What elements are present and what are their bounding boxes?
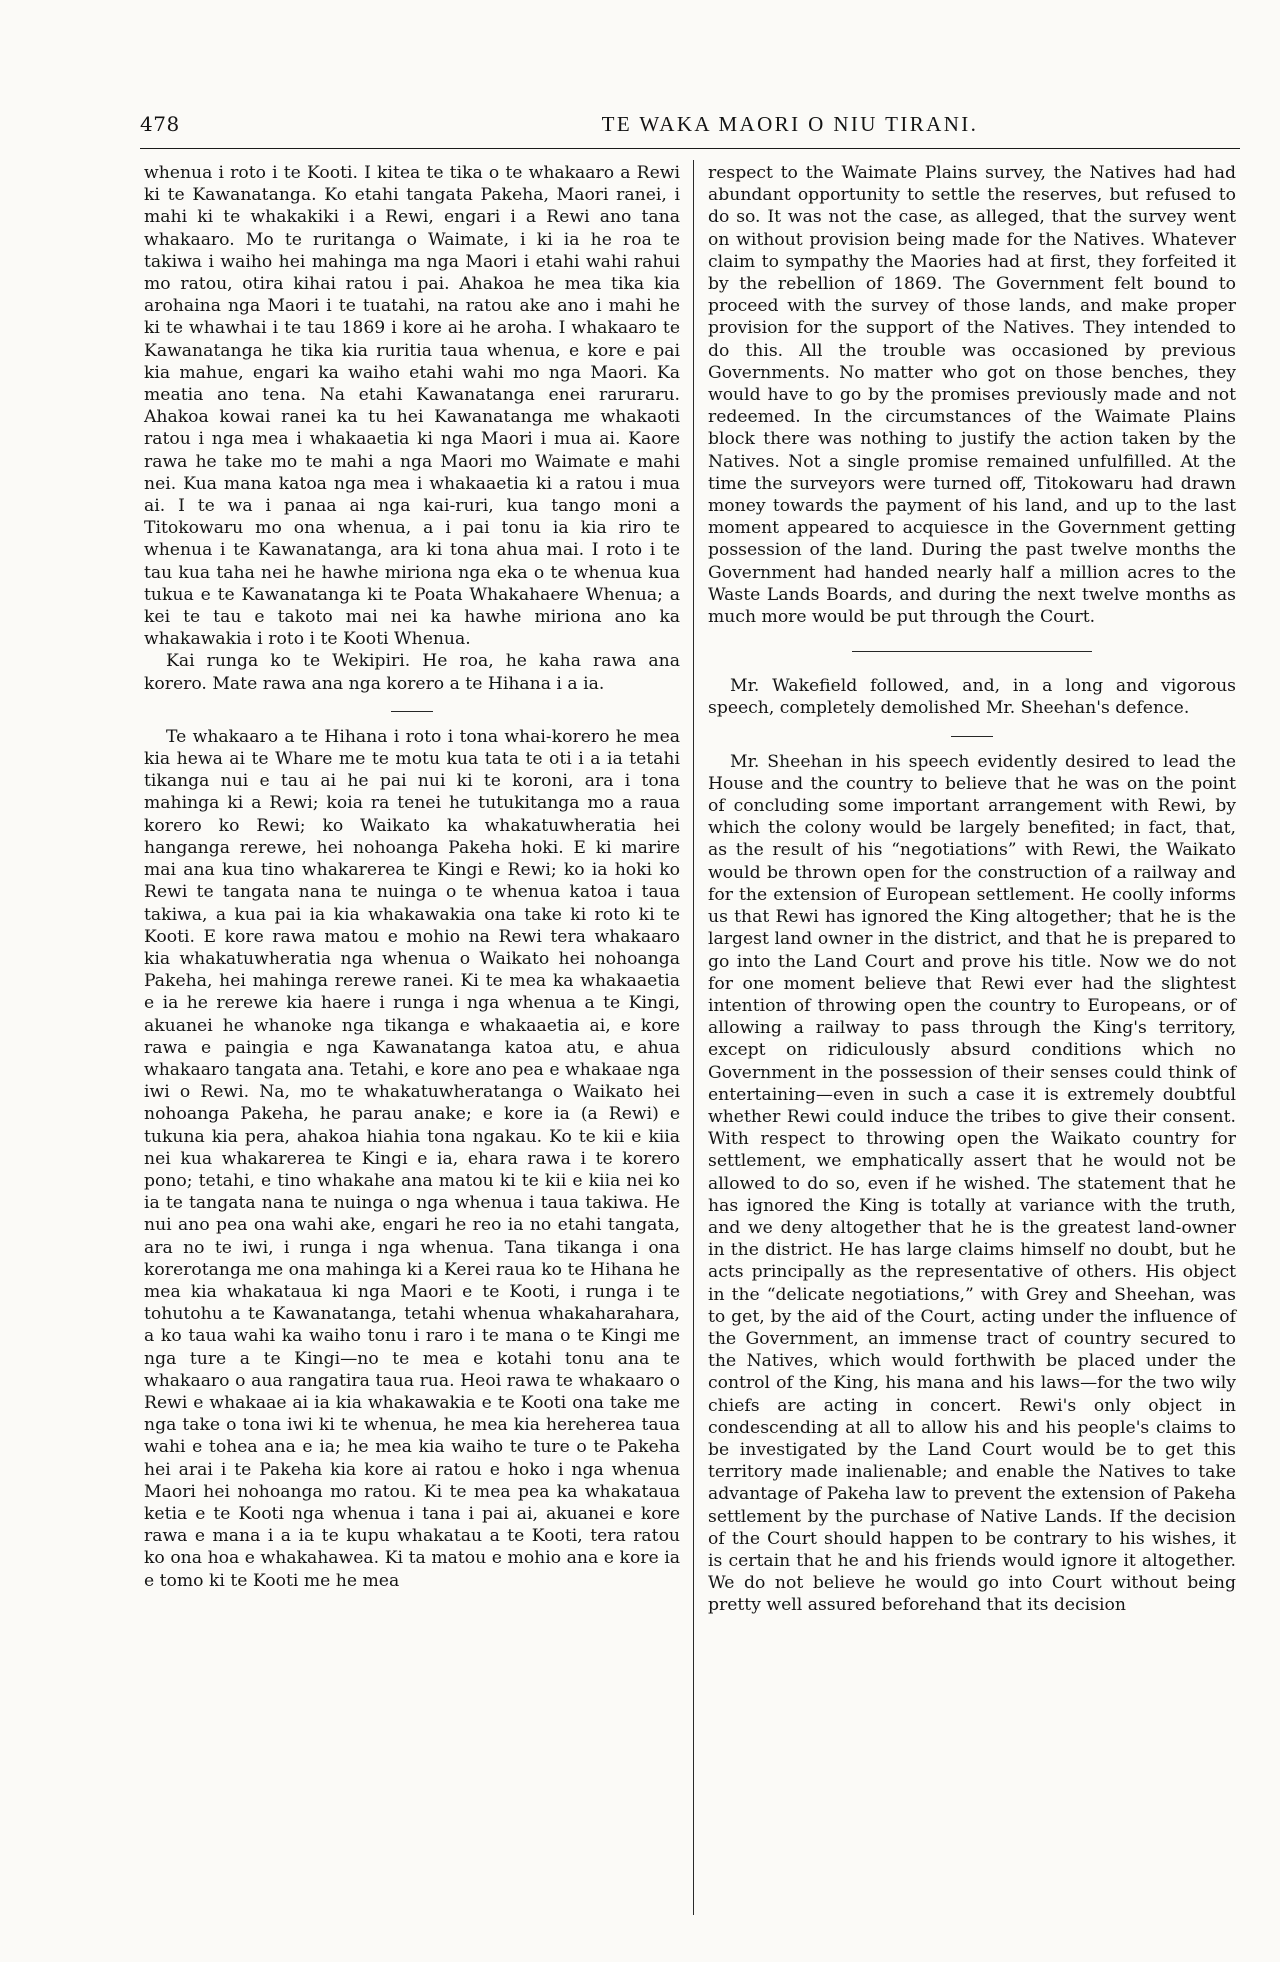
right-column [708, 162, 1236, 1617]
left-paragraph-1: whenua i roto i te Kooti. I kitea te tika o te whakaaro a Rewi ki te Kawanatanga. Ko etahi tangata Pakeha, Maori ranei, i mahi ki te whakakiki i a Rewi, engari i a Rewi ano tana whakaaro. Mo te ruritanga o Waimate, i ki ia he roa te takiwa i waiho hei mahinga ma nga Maori i etahi wahi rahui mo ratou, otira kihai ratou i pai. Ahakoa he mea tika kia arohaina nga Maori i te tuatahi, na ratou ake ano i mahi he ki te whawhai i te tau 1869 i kore ai he aroha. I whakaaro te Kawanatanga he tika kia ruritia taua whenua, e kore e pai kia mahue, engari ka waiho etahi wahi mo nga Maori. Ka meatia ano tena. Na etahi Kawanatanga enei raruraru. Ahakoa kowai ranei ka tu hei Kawanatanga me whakaoti ratou i nga mea i whakaaetia ki nga Maori i mua ai. Kaore rawa he take mo te mahi a nga Maori mo Waimate e mahi nei. Kua mana katoa nga mea i whakaaetia ki a ratou i mua ai. I te wa i panaa ai nga kai-ruri, kua tango moni a Titokowaru mo ona whenua, a i pai tonu ia kia riro te whenua i te Kawanatanga, ara ki tona ahua mai. I roto i te tau kua taha nei he hawhe miriona nga eka o te whenua kua tukua e te Kawanatanga ki te Poata Whakahaere Whenua; a kei te tau e takoto mai nei ka hawhe miriona ano ka whakawakia i roto i te Kooti Whenua. [144, 163, 680, 650]
left-paragraph-3: Te whakaaro a te Hihana i roto i tona whai-korero he mea kia hewa ai te Whare me te motu kua tata te oti i a ia tetahi tikanga nui e tau ai he pai nui ki te koroni, ara i tona mahinga ki a Rewi; koia ra tenei he tutukitanga mo a raua korero ko Rewi; ko Waikato ka whakatuwheratia hei hanganga rerewe, hei nohoanga Pakeha hoki. E ki marire mai ana kua tino whakarerea te Kingi e Rewi; ko ia hoki ko Rewi te tangata nana te nuinga o te whenua katoa i taua takiwa, a kua pai ia kia whakawakia ona take ki roto ki te Kooti. E kore rawa matou e mohio na Rewi tera whakaaro kia whakatuwheratia nga whenua o Waikato hei nohoanga Pakeha, hei mahinga rerewe ranei. Ki te mea ka whakaaetia e ia he rerewe kia haere i runga i nga whenua a te Kingi, akuanei he whanoke nga tikanga e whakaaetia ai, e kore rawa e paingia e nga Kawanatanga katoa atu, e ahua whakaaro tangata ana. Tetahi, e kore ano pea e whakaae nga iwi o Rewi. Na, mo te whakatuwheratanga o Waikato hei nohoanga Pakeha, he parau anake; e kore ia (a Rewi) e tukuna kia pera, ahakoa hiahia tona ngakau. Ko te kii e kiia nei kua whakarerea te Kingi e ia, ehara rawa i te korero pono; tetahi, e tino whakahe ana matou ki te kii e kiia nei ko ia te tangata nana te nuinga o nga whenua i taua takiwa. He nui ano pea ona wahi ake, engari he reo ia no etahi tangata, ara no te iwi, i runga i nga whenua. Tana tikanga i ona korerotanga me ona mahinga ki a Kerei raua ko te Hihana he mea kia whakataua ki nga Maori e te Kooti, i runga i te tohutohu a te Kawanatanga, tetahi whenua whakaharahara, a ko taua wahi ka waiho tonu i raro i te mana o te Kingi me nga ture a te Kingi—no te mea e kotahi tonu ana te whakaaro o aua rangatira taua rua. Heoi rawa te whakaaro o Rewi e whakaae ai ia kia whakawakia e te Kooti ona take me nga take o tona iwi ki te whenua, he mea kia hereherea taua wahi e tohea ana e ia; he mea kia waiho te ture o te Pakeha hei arai i te Pakeha kia kore ai ratou e hoko i nga whenua Maori hei nohoanga mo ratou. Ki te mea pea ka whakataua ketia e te Kooti nga whenua i tana i pai ai, akuanei e kore rawa e mana i a ia te kupu whakatau a te Kooti, tera ratou ko ona hoa e whakahawea. Ki ta matou e mohio ana e kore ia e tomo ki te Kooti me he mea [144, 726, 680, 1591]
page-header [140, 112, 1240, 148]
right-paragraph-1: respect to the Waimate Plains survey, the Natives had had abundant opportunity to settle the reserves, but refused to do so. It was not the case, as alleged, that the survey went on without provision being made for the Natives. Whatever claim to sympathy the Maories had at first, they forfeited it by the rebellion of 1869. The Government felt bound to proceed with the survey of those lands, and make proper provision for the support of the Natives. They intended to do this. All the trouble was occasioned by previous Governments. No matter who got on those benches, they would have to go by the promises previously made and not redeemed. In the circumstances of the Waimate Plains block there was nothing to justify the action taken by the Natives. Not a single promise remained unfulfilled. At the time the surveyors were turned off, Titokowaru had drawn money towards the payment of his land, and up to the last moment appeared to acquiesce in the Government getting possession of the land. During the past twelve months the Government had handed nearly half a million acres to the Waste Lands Boards, and during the next twelve months as much more would be put through the Court. [708, 163, 1236, 628]
left-column [144, 162, 680, 1592]
page-number: 478 [140, 112, 180, 136]
column-rule [693, 160, 694, 1915]
running-title: TE WAKA MAORI O NIU TIRANI. [601, 112, 979, 136]
right-paragraph-3: Mr. Sheehan in his speech evidently desired to lead the House and the country to believe that he was on the point of concluding some important arrangement with Rewi, by which the colony would be largely benefited; in fact, that, as the result of his “negotiations” with Rewi, the Waikato would be thrown open for the construction of a railway and for the extension of European settlement. He coolly informs us that Rewi has ignored the King altogether; that he is the largest land owner in the district, and that he is prepared to go into the Land Court and prove his title. Now we do not for one moment believe that Rewi ever had the slightest intention of throwing open the country to Europeans, or of allowing a railway to pass through the King's territory, except on ridiculously absurd conditions which no Government in the possession of their senses could think of entertaining—even in such a case it is extremely doubtful whether Rewi could induce the tribes to give their consent. With respect to throwing open the Waikato country for settlement, we emphatically assert that he would not be allowed to do so, even if he wished. The statement that he has ignored the King is totally at variance with the truth, and we deny altogether that he is the greatest land-owner in the district. He has large claims himself no doubt, but he acts principally as the representative of others. His object in the “delicate negotiations,” with Grey and Sheehan, was to get, by the aid of the Court, acting under the influence of the Government, an immense tract of country secured to the Natives, which would forthwith be placed under the control of the King, his mana and his laws—for the two wily chiefs are acting in concert. Rewi's only object in condescending at all to allow his and his people's claims to be investigated by the Land Court would be to get this territory made inalienable; and enable the Natives to take advantage of Pakeha law to prevent the extension of Pakeha settlement by the purchase of Native Lands. If the decision of the Court should happen to be contrary to his wishes, it is certain that he and his friends would ignore it altogether. We do not believe he would go into Court without being pretty well assured beforehand that its decision [708, 751, 1236, 1616]
left-paragraph-2: Kai runga ko te Wekipiri. He roa, he kaha rawa ana korero. Mate rawa ana nga korero a te Hihana i a ia. [144, 651, 680, 694]
left-section-rule [391, 711, 433, 712]
header-rule [140, 148, 1240, 149]
right-section-rule-2 [951, 736, 993, 737]
right-paragraph-2: Mr. Wakefield followed, and, in a long and vigorous speech, completely demolished Mr. Sheehan's defence. [708, 676, 1236, 719]
right-section-rule-1 [852, 651, 1092, 652]
